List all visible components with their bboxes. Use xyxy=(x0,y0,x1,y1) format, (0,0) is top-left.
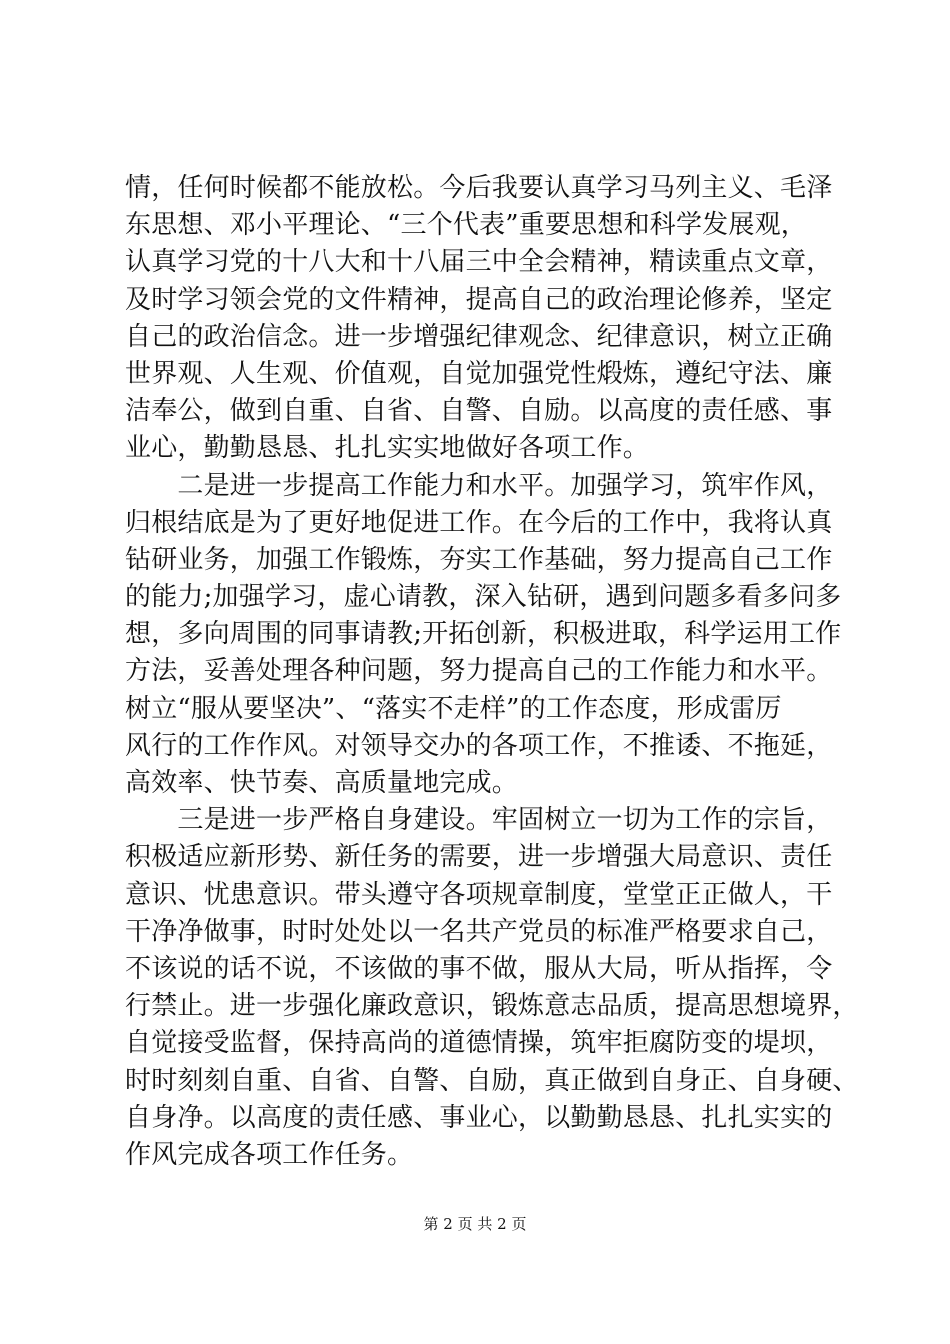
text-line: 情，任何时候都不能放松。今后我要认真学习马列主义、毛泽 xyxy=(125,173,833,203)
text-line: 业心，勤勤恳恳、扎扎实实地做好各项工作。 xyxy=(125,433,650,464)
text-line: 的能力;加强学习，虚心请教，深入钻研，遇到问题多看多问多 xyxy=(125,582,842,613)
text-line: 自身净。以高度的责任感、事业心，以勤勤恳恳、扎扎实实的 xyxy=(125,1102,833,1133)
text-line: 高效率、快节奏、高质量地完成。 xyxy=(125,768,519,798)
text-line: 时时刻刻自重、自省、自警、自励，真正做到自身正、自身硬、 xyxy=(125,1065,859,1096)
text-line: 干净净做事，时时处处以一名共产党员的标准严格要求自己， xyxy=(125,916,833,947)
text-line: 自己的政治信念。进一步增强纪律观念、纪律意识，树立正确 xyxy=(125,321,833,352)
text-line: 行禁止。进一步强化廉政意识，锻炼意志品质，提高思想境界， xyxy=(125,991,859,1022)
document-body xyxy=(125,170,859,1174)
text-line: 归根结底是为了更好地促进工作。在今后的工作中，我将认真 xyxy=(125,507,833,538)
text-line: 洁奉公，做到自重、自省、自警、自励。以高度的责任感、事 xyxy=(125,396,833,427)
text-line: 积极适应新形势、新任务的需要，进一步增强大局意识、责任 xyxy=(125,842,833,873)
text-line: 方法，妥善处理各种问题，努力提高自己的工作能力和水平。 xyxy=(125,656,833,687)
text-line: 及时学习领会党的文件精神，提高自己的政治理论修养，坚定 xyxy=(125,284,833,315)
text-line: 自觉接受监督，保持高尚的道德情操，筑牢拒腐防变的堤坝， xyxy=(125,1028,833,1059)
text-line: 世界观、人生观、价值观，自觉加强党性煅炼，遵纪守法、廉 xyxy=(125,358,833,389)
text-line: 三是进一步严格自身建设。牢固树立一切为工作的宗旨， xyxy=(125,805,833,836)
text-line: 东思想、邓小平理论、“三个代表”重要思想和科学发展观， xyxy=(125,210,807,241)
text-line: 认真学习党的十八大和十八届三中全会精神，精读重点文章， xyxy=(125,247,833,278)
text-line: 想，多向周围的同事请教;开拓创新，积极进取，科学运用工作 xyxy=(125,619,842,650)
text-line: 钻研业务，加强工作锻炼，夯实工作基础，努力提高自己工作 xyxy=(125,544,833,575)
text-line: 树立“服从要坚决”、“落实不走样”的工作态度，形成雷厉 xyxy=(125,693,782,724)
text-line: 作风完成各项工作任务。 xyxy=(125,1139,414,1170)
page-number-footer: 第 2 页 共 2 页 xyxy=(423,1215,527,1233)
text-line: 不该说的话不说，不该做的事不做，服从大局，听从指挥，令 xyxy=(125,953,833,984)
text-line: 风行的工作作风。对领导交办的各项工作，不推诿、不拖延， xyxy=(125,730,833,761)
text-line: 二是进一步提高工作能力和水平。加强学习，筑牢作风， xyxy=(125,470,833,501)
text-line: 意识、忧患意识。带头遵守各项规章制度，堂堂正正做人，干 xyxy=(125,879,833,910)
